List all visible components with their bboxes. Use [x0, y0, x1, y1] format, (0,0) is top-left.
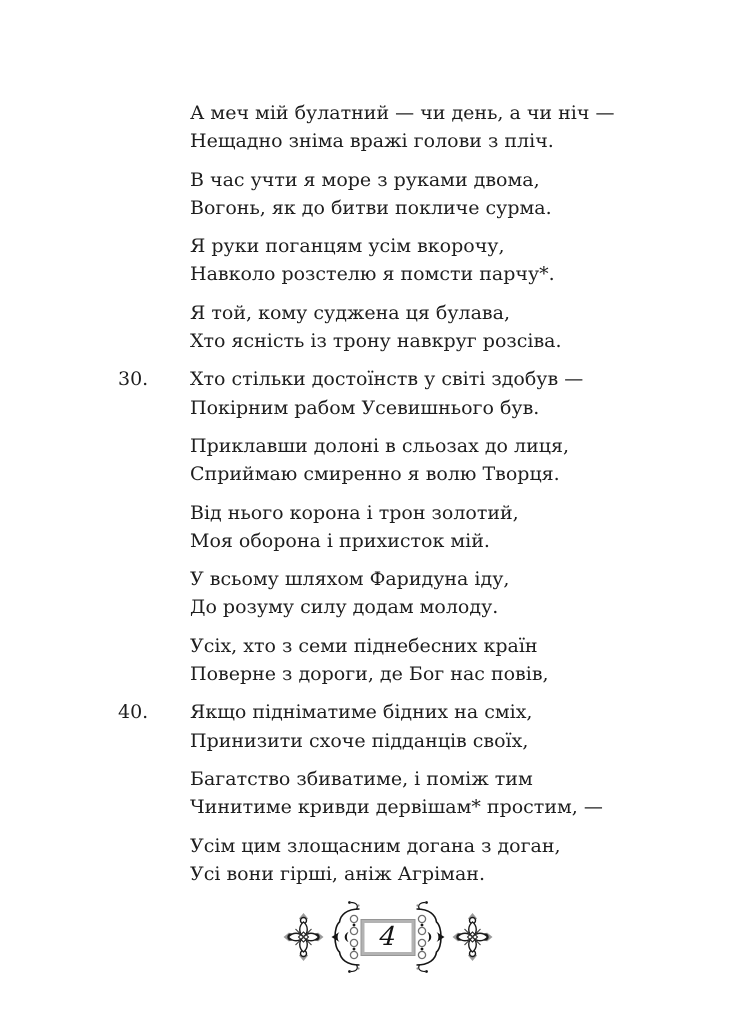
couplet-stanza-40 [118, 698, 614, 755]
stanza-number: 30. [118, 368, 149, 391]
page-footer-ornament [282, 901, 493, 973]
couplet [190, 499, 614, 556]
poem-line: Приклавши долоні в сльозах до лиця, [190, 434, 569, 457]
rosette-icon [282, 912, 324, 962]
poem-line: Хто ясність із трону навкруг розсіва. [190, 330, 562, 353]
couplet [190, 232, 614, 289]
poem-line: До розуму силу додам молоду. [190, 596, 499, 619]
couplet [190, 166, 614, 223]
poem-line: У всьому шляхом Фаридуна іду, [190, 568, 510, 591]
poem-text-block [118, 99, 615, 898]
couplet [190, 432, 614, 489]
couplet [190, 632, 614, 689]
poem-line: Якщо підніматиме бідних на сміх, [190, 701, 533, 724]
poem-line: А меч мій булатний — чи день, а чи ніч — [190, 102, 615, 124]
poem-line: Навколо розстелю я помсти парчу*. [190, 263, 555, 286]
cartouche-flourish-left-icon [330, 901, 360, 973]
poem-line: Усім цим злощасним догана з доган, [190, 834, 561, 857]
page-number-box [361, 920, 414, 955]
poem-line: В час учти я море з руками двома, [190, 168, 540, 191]
poem-line: Сприймаю смиренно я волю Творця. [190, 463, 560, 486]
poem-line: Хто стільки достоїнств у світі здобув — [190, 368, 584, 391]
poem-line: Усі вони гірші, аніж Агріман. [190, 862, 485, 885]
page-number-cartouche [330, 901, 445, 973]
couplet [190, 832, 614, 889]
poem-line: Від нього корона і трон золотий, [190, 501, 519, 524]
poem-line: Я той, кому суджена ця булава, [190, 301, 510, 324]
poem-line: Вогонь, як до битви покличе сурма. [190, 196, 552, 219]
poem-line: Я руки поганцям усім вкорочу, [190, 235, 505, 258]
cartouche-flourish-right-icon [415, 901, 445, 973]
poem-line: Нещадно зніма вражі голови з пліч. [190, 130, 554, 153]
stanza-number: 40. [118, 701, 149, 724]
page-number: 4 [378, 922, 397, 952]
poem-line: Багатство збиватиме, і поміж тим [190, 767, 533, 790]
couplet [190, 99, 614, 156]
poem-line: Покірним рабом Усевишнього був. [190, 396, 540, 419]
poem-line: Принизити схоче підданців своїх, [190, 729, 529, 752]
rosette-icon [451, 912, 493, 962]
couplet [190, 765, 614, 822]
poem-line: Чинитиме кривди дервішам* простим, — [190, 796, 603, 819]
poem-line: Усіх, хто з семи піднебесних країн [190, 634, 538, 657]
couplet-stanza-30 [118, 365, 614, 422]
poem-line: Поверне з дороги, де Бог нас повів, [190, 663, 549, 686]
couplet [190, 299, 614, 356]
couplet [190, 565, 614, 622]
poem-line: Моя оборона і прихисток мій. [190, 529, 490, 552]
